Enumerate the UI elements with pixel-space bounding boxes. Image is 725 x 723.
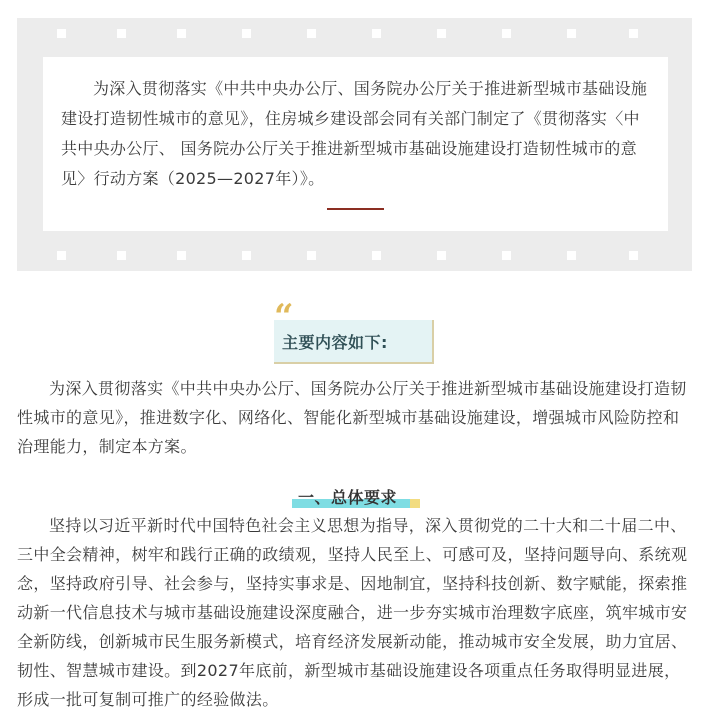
frame-dot: [502, 29, 511, 38]
section-highlight-accent: [410, 499, 420, 508]
frame-dot: [242, 251, 251, 260]
intro-divider: [327, 208, 384, 210]
frame-dot: [567, 251, 576, 260]
frame-dot: [372, 29, 381, 38]
frame-dot: [567, 29, 576, 38]
frame-dot: [502, 251, 511, 260]
frame-dot: [307, 29, 316, 38]
section-title: 一、总体要求: [298, 488, 398, 507]
frame-dot: [437, 29, 446, 38]
frame-dot: [177, 251, 186, 260]
section-1-text: 坚持以习近平新时代中国特色社会主义思想为指导，深入贯彻党的二十大和二十届二中、三中全会精神，树牢和践行正确的政绩观，坚持人民至上、可感可及，坚持问题导向、系统观念，坚持政府引导、社会参与，坚持实事求是、因地制宜，坚持科技创新、数字赋能，探索推动新一代信息技术与城市基础设施建设深度融合，进一步夯实城市治理数字底座，筑牢城市安全新防线，创新城市民生服务新模式，培育经济发展新动能，推动城市安全发展，助力宜居、韧性、智慧城市建设。到2027年底前，新型城市基础设施建设各项重点任务取得明显进展，形成一批可复制可推广的经验做法。: [17, 516, 688, 709]
frame-dot: [57, 251, 66, 260]
frame-dot: [629, 251, 638, 260]
frame-dot: [437, 251, 446, 260]
frame-dot: [242, 29, 251, 38]
frame-dot: [372, 251, 381, 260]
frame-dot: [57, 29, 66, 38]
frame-dot: [629, 29, 638, 38]
main-heading-box: [274, 320, 434, 364]
intro-text: 为深入贯彻落实《中共中央办公厅、国务院办公厅关于推进新型城市基础设施建设打造韧性城市的意见》，住房城乡建设部会同有关部门制定了《贯彻落实〈中共中央办公厅、 国务院办公厅关于推进新型城市基础设施建设打造韧性城市的意见〉行动方案（2025—2027年）》。: [61, 79, 648, 188]
frame-dot: [177, 29, 186, 38]
frame-dot: [117, 251, 126, 260]
paragraph-1: 为深入贯彻落实《中共中央办公厅、国务院办公厅关于推进新型城市基础设施建设打造韧性城市的意见》，推进数字化、网络化、智能化新型城市基础设施建设，增强城市风险防控和治理能力，制定本方案。: [17, 379, 687, 456]
frame-dot: [307, 251, 316, 260]
frame-dot: [117, 29, 126, 38]
quote-icon: “: [274, 297, 294, 337]
main-heading: 主要内容如下:: [282, 333, 388, 352]
